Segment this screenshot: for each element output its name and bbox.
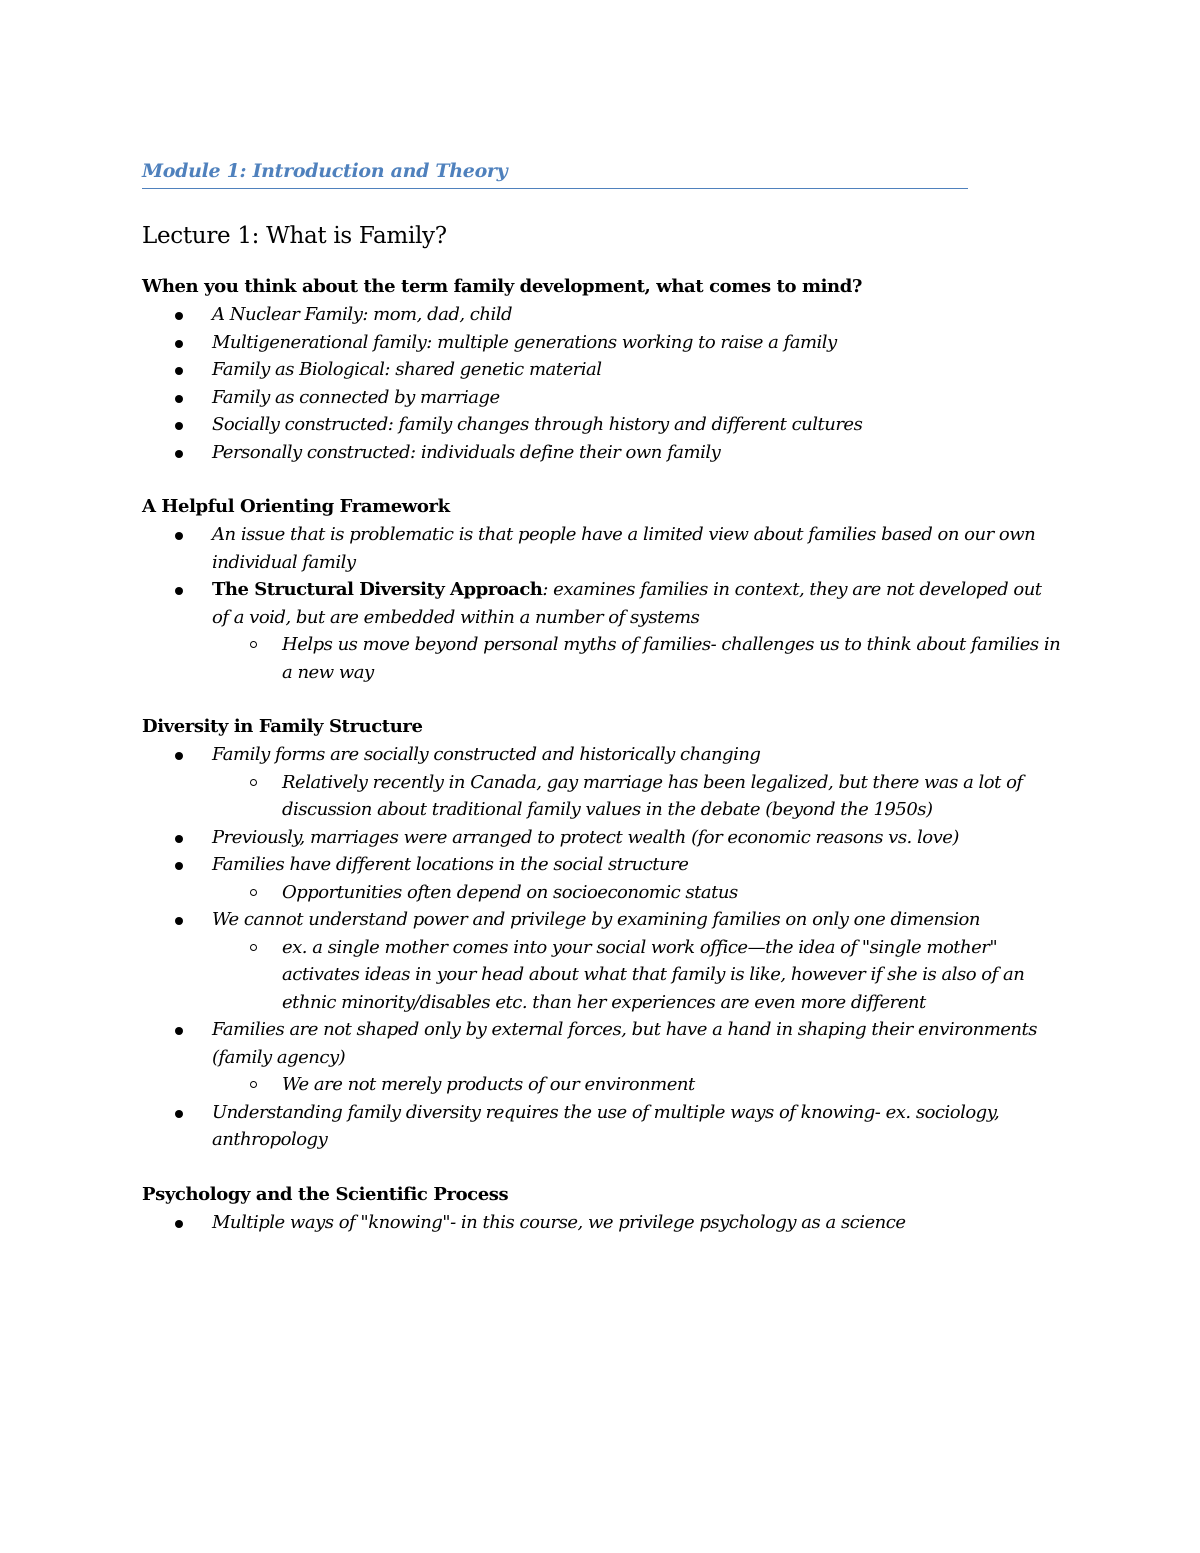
list-item-text: Family as Biological: shared genetic material — [212, 359, 602, 380]
bullet-icon — [175, 587, 183, 595]
bullet-icon — [175, 450, 183, 458]
sub-list-item-text: Opportunities often depend on socioeconomic status — [282, 881, 738, 903]
list-item-text: Personally constructed: individuals define their own family — [212, 441, 721, 463]
sub-list-item-text: ex. a single mother comes into your social work office—the idea of "single mother" activates ideas in your head about what that family is like, however if she is also of an ethnic minority/disables etc. than her experiences are even more different — [282, 936, 1025, 1013]
module-heading: Module 1: Introduction and Theory — [142, 160, 968, 189]
list-item-text: Family as connected by marriage — [212, 386, 500, 408]
list-item — [142, 824, 1062, 852]
section-heading: Diversity in Family Structure — [142, 716, 423, 737]
list-item — [142, 1099, 1062, 1154]
sub-list — [212, 631, 1062, 686]
bullet-icon — [175, 395, 183, 403]
list-item — [142, 741, 1062, 824]
section-family-development — [142, 273, 1062, 466]
sub-list-item — [212, 934, 1062, 1017]
section-heading: When you think about the term family development, what comes to mind? — [142, 276, 863, 297]
sub-list-item — [212, 1071, 1062, 1099]
sub-list-item-text: Relatively recently in Canada, gay marriage has been legalized, but there was a lot of discussion about traditional family values in the debate (beyond the 1950s) — [282, 771, 1023, 820]
sub-list — [212, 879, 1062, 907]
bullet-icon — [175, 917, 183, 925]
bullet-icon — [175, 340, 183, 348]
sub-list-item-text: Helps us move beyond personal myths of families- challenges us to think about families in a new way — [282, 634, 1061, 683]
structural-diversity-label: The Structural Diversity Approach — [212, 579, 543, 600]
sub-list-item-text: We are not merely products of our environment — [282, 1074, 695, 1095]
bullet-icon — [175, 835, 183, 843]
list-item-text: An issue that is problematic is that people have a limited view about families based on our own individual family — [212, 524, 1036, 573]
list-item — [142, 384, 1062, 412]
bullet-list — [142, 741, 1062, 1154]
list-item-text: Family forms are socially constructed and historically changing — [212, 744, 761, 765]
list-item-text: A Nuclear Family: mom, dad, child — [212, 304, 512, 325]
list-item-text: Socially constructed: family changes through history and different cultures — [212, 414, 863, 435]
section-heading: Psychology and the Scientific Process — [142, 1183, 509, 1205]
circle-bullet-icon — [250, 641, 257, 648]
list-item-text: Families have different locations in the social structure — [212, 854, 689, 875]
section-psychology-scientific-process — [142, 1181, 1062, 1237]
bullet-icon — [175, 1220, 183, 1228]
list-item — [142, 411, 1062, 439]
list-item — [142, 329, 1062, 357]
circle-bullet-icon — [250, 779, 257, 786]
section-heading: A Helpful Orienting Framework — [142, 496, 450, 517]
list-item-text: Previously, marriages were arranged to protect wealth (for economic reasons vs. love) — [212, 826, 959, 848]
list-item — [142, 301, 1062, 329]
circle-bullet-icon — [250, 1081, 257, 1088]
sub-list — [212, 1071, 1062, 1099]
list-item-text: Families are not shaped only by external forces, but have a hand in shaping their environments (family agency) — [212, 1019, 1037, 1068]
bullet-icon — [175, 752, 183, 760]
bullet-icon — [175, 1110, 183, 1118]
sub-list — [212, 769, 1062, 824]
circle-bullet-icon — [250, 889, 257, 896]
sub-list-item — [212, 769, 1062, 824]
list-item — [142, 1209, 1062, 1237]
sub-list — [212, 934, 1062, 1017]
list-item — [142, 356, 1062, 384]
bullet-icon — [175, 422, 183, 430]
list-item — [142, 576, 1062, 686]
list-item — [142, 1016, 1062, 1099]
bullet-icon — [175, 312, 183, 320]
list-item — [142, 521, 1062, 576]
lecture-title: Lecture 1: What is Family? — [142, 223, 447, 249]
document-page — [142, 160, 1062, 1263]
circle-bullet-icon — [250, 944, 257, 951]
list-item-text: Multiple ways of "knowing"- in this course, we privilege psychology as a science — [212, 1211, 906, 1233]
bullet-list — [142, 1209, 1062, 1237]
bullet-list — [142, 301, 1062, 466]
bullet-icon — [175, 367, 183, 375]
bullet-icon — [175, 1027, 183, 1035]
list-item-text: We cannot understand power and privilege by examining families on only one dimension — [212, 909, 980, 930]
bullet-icon — [175, 532, 183, 540]
section-diversity-family-structure — [142, 713, 1062, 1154]
list-item-text: Multigenerational family: multiple generations working to raise a family — [212, 331, 837, 353]
bullet-list — [142, 521, 1062, 686]
list-item — [142, 439, 1062, 467]
section-orienting-framework — [142, 493, 1062, 686]
list-item — [142, 851, 1062, 906]
list-item-text: : examines families in context, they are not developed out of a void, but are embedded within a number of systems — [212, 579, 1042, 628]
sub-list-item — [212, 879, 1062, 907]
list-item-text: Understanding family diversity requires the use of multiple ways of knowing- ex. sociology, anthropology — [212, 1101, 1000, 1150]
sub-list-item — [212, 631, 1062, 686]
list-item — [142, 906, 1062, 1016]
bullet-icon — [175, 862, 183, 870]
